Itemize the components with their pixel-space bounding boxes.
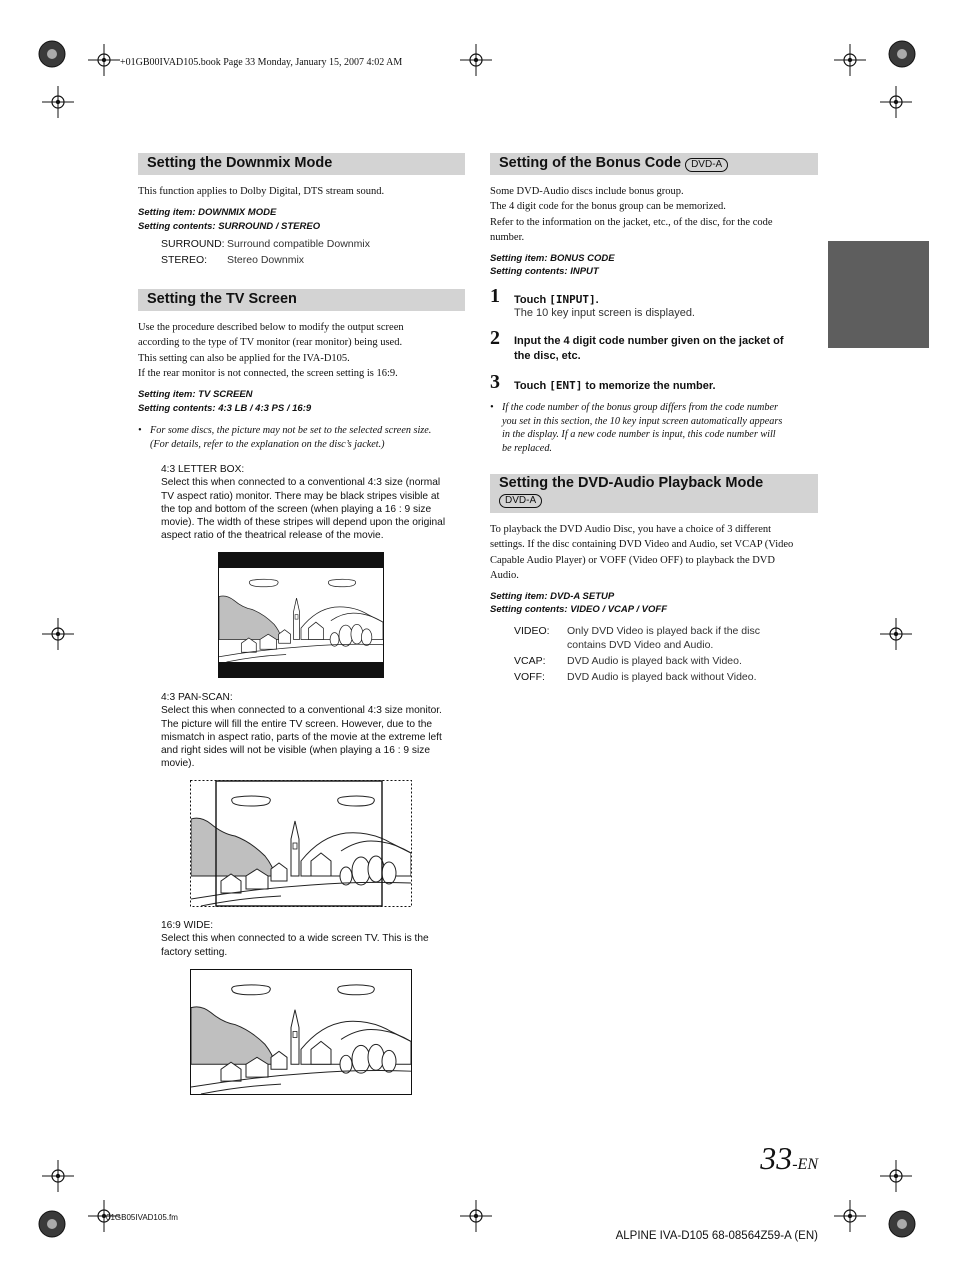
step-text: Touch [514,380,550,392]
intro-line: Some DVD-Audio discs include bonus group. [490,186,684,197]
option-key: STEREO: [161,253,208,266]
registration-mark-icon [42,1160,74,1192]
footer-model: ALPINE IVA-D105 68-08564Z59-A (EN) [615,1230,818,1242]
registration-mark-icon [42,86,74,118]
step-3-instruction [514,378,716,394]
intro-line: The 4 digit code for the bonus group can be memorized. [490,201,726,213]
dvda-options [514,624,820,684]
registration-mark-icon [460,1200,492,1232]
intro-line: settings. If the disc containing DVD Video and Audio, set VCAP (Video [490,539,794,551]
description-line: and right sides will not be visible (when playing a 16 : 9 size [161,745,430,757]
option-value-line: Only DVD Video is played back if the disc [567,625,760,637]
option-row [161,237,461,253]
note-text: If the code number of the bonus group differs from the code number [502,402,778,413]
tv-note [138,424,468,451]
starburst-mark-icon [36,1208,68,1240]
description-line: The picture will fill the entire TV screen. However, due to the [161,718,433,730]
registration-mark-icon [88,44,120,76]
starburst-mark-icon [36,38,68,70]
wide-illustration [190,969,412,1095]
note-line [490,401,820,415]
step-1-result: The 10 key input screen is displayed. [514,307,695,319]
step-text: to memorize the number. [582,380,716,392]
bonus-note [490,401,820,456]
intro-line: Use the procedure described below to modify the output screen [138,322,404,333]
book-info: +01GB00IVAD105.book Page 33 Monday, January 15, 2007 4:02 AM [120,57,403,68]
step-text: Touch [514,294,550,306]
starburst-mark-icon [886,1208,918,1240]
option-row [514,670,820,684]
option-value-line: contains DVD Video and Audio. [567,639,714,651]
registration-mark-icon [460,44,492,76]
bonus-code-heading [490,153,818,175]
panscan-label: 4:3 PAN-SCAN: [161,692,233,703]
bonus-intro [490,184,820,245]
dvda-intro [490,522,820,583]
wide-description [161,919,466,959]
dvd-a-badge: DVD-A [499,494,542,508]
input-key: [INPUT] [549,293,596,306]
downmix-setting-item: Setting item: DOWNMIX MODE [138,207,277,218]
panscan-description [161,691,466,771]
registration-mark-icon [880,618,912,650]
description-line: the top and bottom of the screen (when playing a 16 : 9 size [161,503,432,515]
registration-mark-icon [880,86,912,118]
bonus-setting-item: Setting item: BONUS CODE [490,253,615,264]
fm-info: 01GB05IVAD105.fm [106,1213,178,1222]
description-line: factory setting. [161,946,228,958]
letterbox-illustration [218,552,384,678]
option-row [161,253,461,269]
letterbox-label: 4:3 LETTER BOX: [161,464,245,475]
registration-mark-icon [834,1200,866,1232]
description-line: aspect ratio of the theatrical release of the movie. [161,530,384,542]
description-line: Select this when connected to a wide screen TV. This is the [161,933,429,945]
tv-setting-contents: Setting contents: 4:3 LB / 4:3 PS / 16:9 [138,403,312,414]
option-key: VIDEO: [514,625,550,637]
step-2-instruction [514,334,818,364]
option-value: Surround compatible Downmix [227,238,370,250]
registration-mark-icon [880,1160,912,1192]
intro-line: Capable Audio Player) or VOFF (Video OFF) to playback the DVD [490,554,775,566]
dvda-setting-contents: Setting contents: VIDEO / VCAP / VOFF [490,604,667,615]
wide-label: 16:9 WIDE: [161,920,214,931]
option-key: SURROUND: [161,238,225,250]
section-thumb-tab [828,241,929,348]
page-number-suffix: -EN [792,1156,818,1173]
option-value [567,624,760,652]
page-number [760,1140,818,1177]
dvda-playback-title: Setting the DVD-Audio Playback Mode [499,475,764,491]
panscan-illustration [190,780,412,907]
step-number: 1 [490,285,500,307]
note-line [138,424,468,438]
intro-line: This setting can also be applied for the IVA-D105. [138,352,350,364]
option-value: DVD Audio is played back without Video. [567,671,757,683]
description-line: Select this when connected to a conventional 4:3 size (normal [161,477,441,489]
option-value: DVD Audio is played back with Video. [567,655,742,667]
option-value: Stereo Downmix [227,253,305,266]
ent-key: [ENT] [549,379,583,392]
intro-line: Refer to the information on the jacket, etc., of the disc, for the code [490,216,773,228]
description-line: TV aspect ratio) monitor. There may be black stripes visible at [161,490,440,502]
page-number-value: 33 [760,1140,793,1176]
note-line: you set in this section, the 10 key input screen automatically appears [502,415,783,427]
tv-screen-heading: Setting the TV Screen [138,289,465,311]
downmix-heading: Setting the Downmix Mode [138,153,465,175]
tv-setting-item: Setting item: TV SCREEN [138,389,253,400]
note-line: in the display. If a new code number is input, this code number will [502,429,776,441]
description-line: movie). [161,758,195,770]
bonus-setting-contents: Setting contents: INPUT [490,266,599,277]
step-number: 2 [490,327,500,349]
step-number: 3 [490,371,500,393]
intro-line: number. [490,231,525,243]
option-key: VOFF: [514,671,545,683]
dvda-playback-heading [490,474,818,513]
dvda-setting-item: Setting item: DVD-A SETUP [490,591,615,602]
step-text: . [595,294,599,306]
bullet-icon: • [490,402,494,413]
tv-screen-intro [138,320,468,381]
option-row [514,654,820,668]
downmix-setting-contents: Setting contents: SURROUND / STEREO [138,221,321,232]
intro-line: If the rear monitor is not connected, the screen setting is 16:9. [138,367,398,379]
starburst-mark-icon [886,38,918,70]
downmix-intro: This function applies to Dolby Digital, DTS stream sound. [138,186,385,197]
intro-line: Audio. [490,569,519,581]
downmix-options [161,237,461,268]
description-line: movie). The width of these stripes will depend upon the original [161,517,446,529]
bullet-icon: • [138,425,142,436]
note-text: For some discs, the picture may not be set to the selected screen size. [150,425,432,436]
note-line: (For details, refer to the explanation on the disc’s jacket.) [150,438,385,450]
dvd-a-badge: DVD-A [685,158,728,172]
registration-mark-icon [42,618,74,650]
intro-line: according to the type of TV monitor (rear monitor) being used. [138,337,403,349]
bonus-code-title: Setting of the Bonus Code [499,155,682,171]
step-text: Input the 4 digit code number given on the jacket of [514,335,784,347]
note-line: be replaced. [502,443,552,455]
intro-line: To playback the DVD Audio Disc, you have a choice of 3 different [490,524,772,535]
option-row [514,624,820,652]
letterbox-description [161,463,466,543]
step-text: the disc, etc. [514,350,581,362]
registration-mark-icon [834,44,866,76]
description-line: mismatch in aspect ratio, parts of the movie at the extreme left [161,731,442,743]
option-key: VCAP: [514,655,546,667]
description-line: Select this when connected to a conventional 4:3 size monitor. [161,705,442,717]
